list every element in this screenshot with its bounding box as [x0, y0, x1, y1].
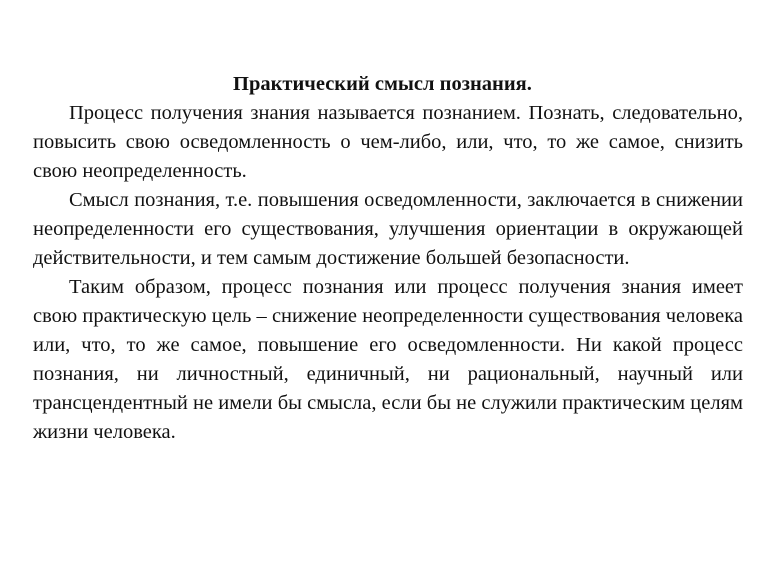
document-title: Практический смысл познания. — [233, 73, 532, 95]
paragraph-3: Таким образом, процесс познания или процесс получения знания имеет свою практическую цель – снижение неопределенности существования человека или, что, то же самое, повышение его осведомленности. Ни какой процесс познания, ни личностный, единичный, ни рациональный, научный или трансцендентный не имели бы смысла, если бы не служили практическим целям жизни человека. — [33, 276, 743, 443]
paragraph-2: Смысл познания, т.е. повышения осведомленности, заключается в снижении неопределенности его существования, улучшения ориентации в окружающей действительности, и тем самым достижение большей безопасности. — [33, 189, 743, 269]
document-body — [33, 70, 743, 447]
paragraph-1: Процесс получения знания называется познанием. Познать, следовательно, повысить свою осведомленность о чем-либо, или, что, то же самое, снизить свою неопределенность. — [33, 102, 743, 182]
